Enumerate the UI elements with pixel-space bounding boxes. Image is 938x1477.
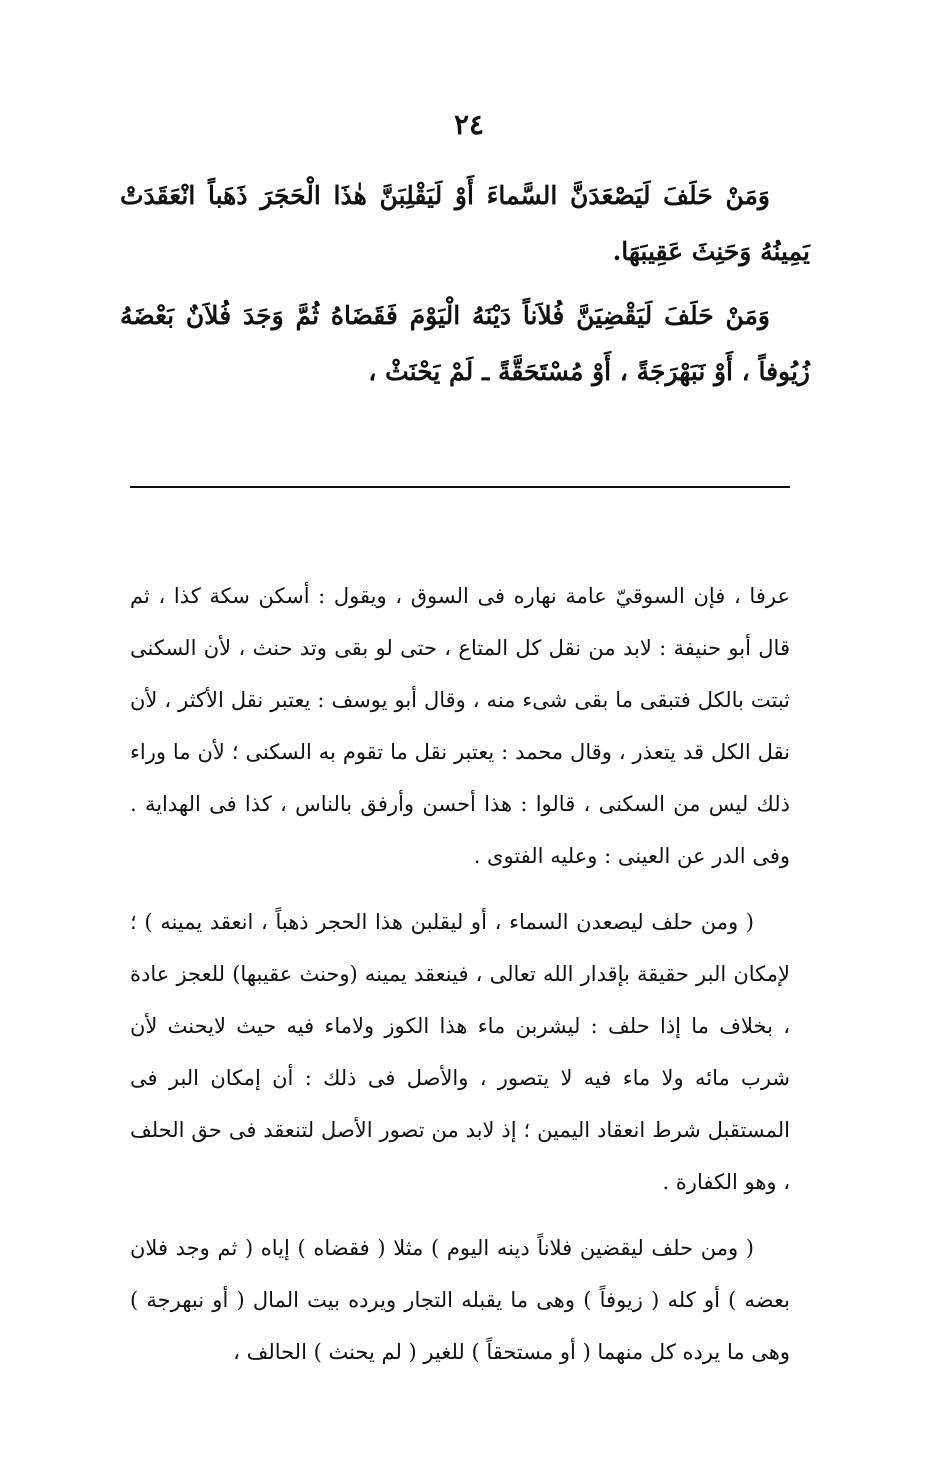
main-text-paragraph: وَمَنْ حَلَفَ لَيَصْعَدَنَّ السَّماءَ أَوْ لَيَقْلِبَنَّ هٰذَا الْحَجَرَ ذَهَباً انْعَقَدَتْ يَمِينُهُ وَحَنِثَ عَقِيبَهَا.: [120, 181, 810, 266]
page-number: ٢٤: [453, 108, 485, 141]
main-text: [120, 168, 810, 408]
commentary-text: [130, 570, 790, 1392]
commentary-paragraph: ( ومن حلف ليقضين فلاناً دينه اليوم ) مثلا ( فقضاه ) إياه ( ثم وجد فلان بعضه ) أو كله ( زيوفاً ) وهى ما يقبله التجار ويرده بيت المال ( أو نبهرجة ) وهى ما يرده كل منهما ( أو مستحقاً ) للغير ( لم يحنث ) الحالف ،: [130, 1236, 790, 1364]
main-text-paragraph: وَمَنْ حَلَفَ لَيَقْضِيَنَّ فُلاَناً دَيْنَهُ الْيَوْمَ فَقَضَاهُ ثُمَّ وَجَدَ فُلاَنٌ بَعْضَهُ زُيُوفاً ، أَوْ نَبَهْرَجَةً ، أَوْ مُسْتَحَقَّةً ـ لَمْ يَحْنَثْ ،: [120, 301, 810, 386]
separator-line: [130, 486, 790, 488]
commentary-paragraph: عرفا ، فإن السوقيّ عامة نهاره فى السوق ، ويقول : أسكن سكة كذا ، ثم قال أبو حنيفة : لابد من نقل كل المتاع ، حتى لو بقى وتد حنث ، لأن السكنى ثبتت بالكل فتبقى ما بقى شىء منه ، وقال أبو يوسف : يعتبر نقل الأكثر ، لأن نقل الكل قد يتعذر ، وقال محمد : يعتبر نقل ما تقوم به السكنى ؛ لأن ما وراء ذلك ليس من السكنى ، قالوا : هذا أحسن وأرفق بالناس ، كذا فى الهداية . وفى الدر عن العينى : وعليه الفتوى .: [130, 584, 790, 868]
commentary-paragraph: ( ومن حلف ليصعدن السماء ، أو ليقلبن هذا الحجر ذهباً ، انعقد يمينه ) ؛ لإمكان البر حقيقة بإقدار الله تعالى ، فينعقد يمينه (وحنث عقيبها) للعجز عادة ، بخلاف ما إذا حلف : ليشربن ماء هذا الكوز ولاماء فيه حيث لايحنث لأن شرب مائه ولا ماء فيه لا يتصور ، والأصل فى ذلك : أن إمكان البر فى المستقبل شرط انعقاد اليمين ؛ إذ لابد من تصور الأصل لتنعقد فى حق الحلف ، وهو الكفارة .: [130, 910, 790, 1194]
